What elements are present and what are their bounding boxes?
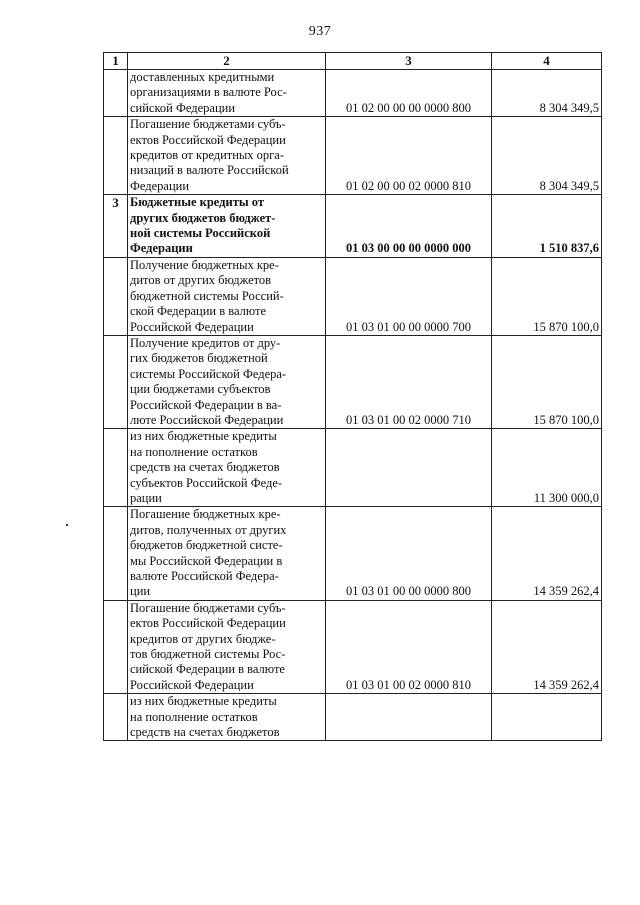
budget-classification-code: 01 03 00 00 00 0000 000 [326, 195, 492, 258]
row-number [104, 70, 128, 117]
column-header-1: 1 [104, 53, 128, 70]
row-name-line: Российской Федерации в ва- [130, 397, 282, 412]
row-name-line: сийской Федерации [130, 100, 236, 115]
row-name [128, 195, 326, 258]
row-name-line: Погашение бюджетных кре- [130, 507, 281, 522]
row-name-line: Федерации [130, 178, 190, 193]
row-number: 3 [104, 195, 128, 258]
row-name-line: сийской Федерации в валюте [130, 662, 285, 677]
table-body [104, 70, 602, 741]
budget-sources-table [103, 52, 602, 741]
row-name-line: из них бюджетные кредиты [130, 694, 277, 709]
row-name-line: Погашение бюджетами субъ- [130, 117, 286, 132]
page-number: 937 [308, 24, 332, 39]
row-name-line: ской Федерации в валюте [130, 304, 267, 319]
amount-value [492, 694, 602, 741]
table-row [104, 429, 602, 507]
row-number [104, 694, 128, 741]
row-name-line: организациями в валюте Рос- [130, 85, 287, 100]
row-name-line: ектов Российской Федерации [130, 616, 286, 631]
margin-mark [66, 524, 68, 526]
row-name-line: рации [130, 490, 162, 505]
row-name-line: других бюджетов бюджет- [130, 210, 276, 225]
row-name-line: средств на счетах бюджетов [130, 725, 280, 740]
row-name-line: из них бюджетные кредиты [130, 429, 277, 444]
row-name [128, 70, 326, 117]
row-number [104, 335, 128, 428]
table-row [104, 117, 602, 195]
table-row [104, 507, 602, 600]
row-name-line: ции [130, 584, 151, 599]
budget-classification-code: 01 03 01 00 02 0000 810 [326, 600, 492, 693]
row-name-line: доставленных кредитными [130, 70, 275, 84]
row-number [104, 429, 128, 507]
budget-classification-code: 01 02 00 00 02 0000 810 [326, 117, 492, 195]
row-name-line: Российской Федерации [130, 677, 254, 692]
row-name-line: на пополнение остатков [130, 444, 258, 459]
row-name-line: субъектов Российской Феде- [130, 475, 283, 490]
row-name [128, 257, 326, 335]
table-row [104, 335, 602, 428]
column-header-2: 2 [128, 53, 326, 70]
table-row [104, 600, 602, 693]
row-name-line: системы Российской Федера- [130, 366, 287, 381]
budget-classification-code [326, 694, 492, 741]
table-row [104, 257, 602, 335]
row-name-line: валюте Российской Федера- [130, 569, 279, 583]
amount-value: 1 510 837,6 [492, 195, 602, 258]
row-name-line: бюджетной системы Россий- [130, 288, 284, 303]
table-row [104, 694, 602, 741]
row-name-line: на пополнение остатков [130, 709, 258, 724]
amount-value: 15 870 100,0 [492, 335, 602, 428]
row-name [128, 117, 326, 195]
row-name [128, 429, 326, 507]
amount-value: 8 304 349,5 [492, 70, 602, 117]
row-name-line: кредитов от других бюдже- [130, 631, 276, 646]
budget-classification-code: 01 03 01 00 02 0000 710 [326, 335, 492, 428]
row-number [104, 257, 128, 335]
row-name-line: Российской Федерации [130, 319, 254, 334]
row-name [128, 694, 326, 741]
column-header-4: 4 [492, 53, 602, 70]
budget-classification-code [326, 429, 492, 507]
row-name-line: бюджетов бюджетной систе- [130, 538, 283, 553]
row-name-line: ной системы Российской [130, 226, 271, 241]
row-name-line: Федерации [130, 241, 193, 256]
amount-value: 8 304 349,5 [492, 117, 602, 195]
row-name-line: Бюджетные кредиты от [130, 195, 264, 210]
row-name-line: Погашение бюджетами субъ- [130, 600, 286, 615]
row-name-line: средств на счетах бюджетов [130, 460, 280, 475]
row-name [128, 335, 326, 428]
row-name-line: кредитов от кредитных орга- [130, 148, 285, 163]
row-name-line: низаций в валюте Российской [130, 163, 289, 178]
row-name-line: мы Российской Федерации в [130, 553, 283, 568]
amount-value: 11 300 000,0 [492, 429, 602, 507]
row-name-line: тов бюджетной системы Рос- [130, 647, 286, 662]
amount-value: 14 359 262,4 [492, 600, 602, 693]
row-number [104, 507, 128, 600]
row-name-line: дитов, полученных от других [130, 522, 287, 537]
row-name-line: дитов от других бюджетов [130, 273, 272, 288]
column-header-3: 3 [326, 53, 492, 70]
budget-classification-code: 01 02 00 00 00 0000 800 [326, 70, 492, 117]
row-name-line: Получение кредитов от дру- [130, 335, 281, 350]
row-name-line: люте Российской Федерации [130, 412, 284, 427]
row-name-line: ции бюджетами субъектов [130, 382, 271, 397]
row-name-line: Получение бюджетных кре- [130, 257, 279, 272]
table-header [104, 53, 602, 70]
table-row [104, 70, 602, 117]
row-name [128, 600, 326, 693]
amount-value: 14 359 262,4 [492, 507, 602, 600]
table-row [104, 195, 602, 258]
row-name [128, 507, 326, 600]
row-number [104, 600, 128, 693]
row-name-line: гих бюджетов бюджетной [130, 351, 268, 366]
row-number [104, 117, 128, 195]
amount-value: 15 870 100,0 [492, 257, 602, 335]
budget-classification-code: 01 03 01 00 00 0000 800 [326, 507, 492, 600]
budget-classification-code: 01 03 01 00 00 0000 700 [326, 257, 492, 335]
row-name-line: ектов Российской Федерации [130, 132, 286, 147]
